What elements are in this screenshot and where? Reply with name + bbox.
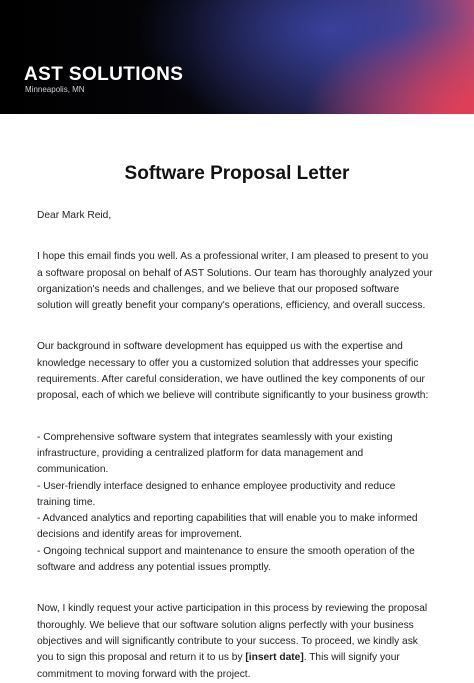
paragraph-line: knowledge necessary to offer you a customized solution that addresses your specific: [37, 357, 419, 369]
list-item: - Comprehensive software system that integrates seamlessly with your existing: [37, 431, 393, 443]
paragraph-line: solution will greatly benefit your company's operations, efficiency, and overall success.: [37, 300, 426, 312]
list-item: - User-friendly interface designed to enhance employee productivity and reduce: [37, 480, 396, 492]
document-title: Software Proposal Letter: [124, 163, 350, 184]
paragraph-line: [37, 650, 457, 666]
paragraph-line: Now, I kindly request your active participation in this process by reviewing the proposal: [37, 603, 428, 615]
paragraph-intro: [37, 249, 457, 314]
paragraph-line: I hope this email finds you well. As a professional writer, I am pleased to present to you: [37, 251, 429, 263]
paragraph-line: commitment to moving forward with the project.: [37, 668, 251, 680]
list-item: - Ongoing technical support and maintenance to ensure the smooth operation of the: [37, 545, 415, 557]
text-run: you to sign this proposal and return it to us by: [37, 652, 246, 664]
paragraph-line: objectives and will significantly contribute to your success. To proceed, we kindly ask: [37, 635, 418, 647]
paragraph-line: thoroughly. We believe that our software solution aligns perfectly with your business: [37, 619, 414, 631]
company-location: Minneapolis, MN: [25, 85, 85, 94]
letterhead-banner: [0, 0, 474, 114]
list-item-continuation: software and address any potential issues promptly.: [37, 562, 271, 574]
paragraph-line: proposal, each of which we believe will contribute significantly to your business growth:: [37, 390, 429, 402]
date-placeholder: [insert date]: [245, 652, 304, 664]
proposal-components-list: [37, 430, 457, 577]
list-item: - Advanced analytics and reporting capabilities that will enable you to make informed: [37, 513, 418, 525]
list-item-continuation: communication.: [37, 464, 109, 476]
paragraph-line: Our background in software development has equipped us with the expertise and: [37, 341, 403, 353]
paragraph-line: a software proposal on behalf of AST Solutions. Our team has thoroughly analyzed your: [37, 267, 433, 279]
paragraph-line: requirements. After careful consideration, we have outlined the key components of our: [37, 374, 425, 386]
company-name: AST SOLUTIONS: [24, 64, 184, 85]
paragraph-line: organization's needs and challenges, and we believe that our proposed software: [37, 283, 400, 295]
text-run: . This will signify your: [303, 652, 400, 664]
paragraph-request: [37, 601, 457, 682]
list-item-continuation: training time.: [37, 496, 96, 508]
list-item-continuation: decisions and identify areas for improvement.: [37, 529, 242, 541]
salutation: Dear Mark Reid,: [37, 210, 112, 221]
paragraph-background: [37, 339, 457, 404]
list-item-continuation: infrastructure, providing a centralized platform for data management and: [37, 447, 364, 459]
letter-body: [37, 208, 457, 683]
